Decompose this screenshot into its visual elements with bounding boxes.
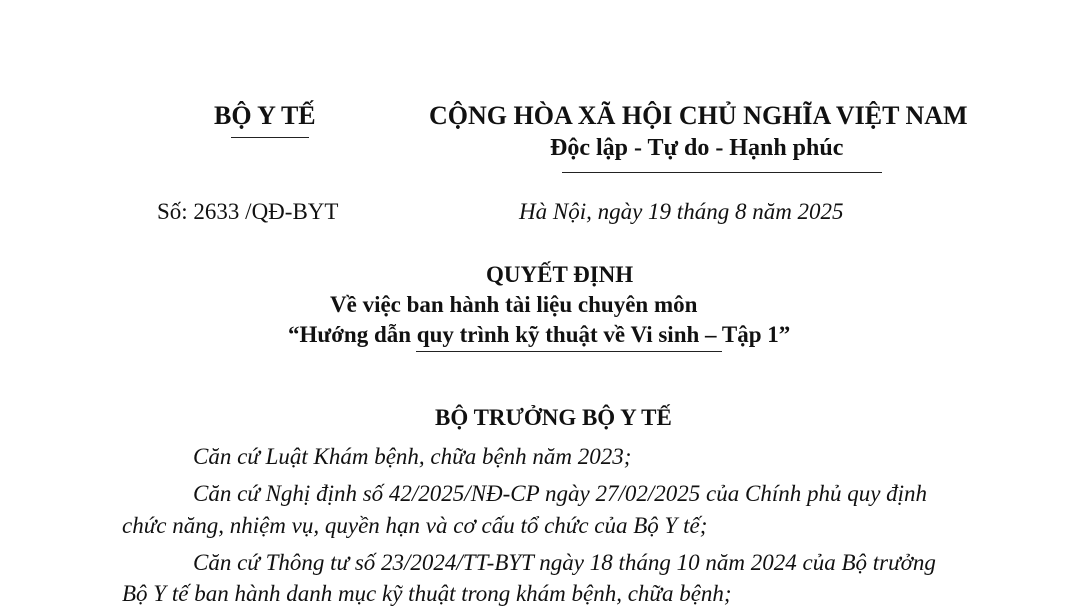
issuing-authority: BỘ TRƯỞNG BỘ Y TẾ	[435, 405, 672, 430]
decision-heading: QUYẾT ĐỊNH	[486, 262, 634, 287]
place-and-date: Hà Nội, ngày 19 tháng 8 năm 2025	[519, 199, 844, 224]
decision-subject-line-1: Về việc ban hành tài liệu chuyên môn	[330, 292, 698, 317]
legal-ground-3-line-2: Bộ Y tế ban hành danh mục kỹ thuật trong khám bệnh, chữa bệnh;	[122, 581, 732, 606]
ministry-name: BỘ Y TẾ	[214, 101, 316, 130]
motto-underline	[562, 172, 882, 173]
document-number: Số: 2633 /QĐ-BYT	[157, 199, 339, 224]
decision-subject-line-2: “Hướng dẫn quy trình kỹ thuật về Vi sinh – Tập 1”	[288, 322, 791, 347]
ministry-underline	[231, 137, 309, 138]
legal-ground-2-line-1: Căn cứ Nghị định số 42/2025/NĐ-CP ngày 27/02/2025 của Chính phủ quy định	[193, 481, 928, 506]
legal-ground-3-line-1: Căn cứ Thông tư số 23/2024/TT-BYT ngày 18 tháng 10 năm 2024 của Bộ trưởng	[193, 550, 936, 575]
national-motto: Độc lập - Tự do - Hạnh phúc	[550, 135, 844, 161]
republic-name: CỘNG HÒA XÃ HỘI CHỦ NGHĨA VIỆT NAM	[429, 101, 968, 130]
legal-ground-2-line-2: chức năng, nhiệm vụ, quyền hạn và cơ cấu tổ chức của Bộ Y tế;	[122, 513, 708, 538]
title-underline	[416, 351, 722, 352]
legal-ground-1: Căn cứ Luật Khám bệnh, chữa bệnh năm 2023;	[193, 444, 632, 469]
